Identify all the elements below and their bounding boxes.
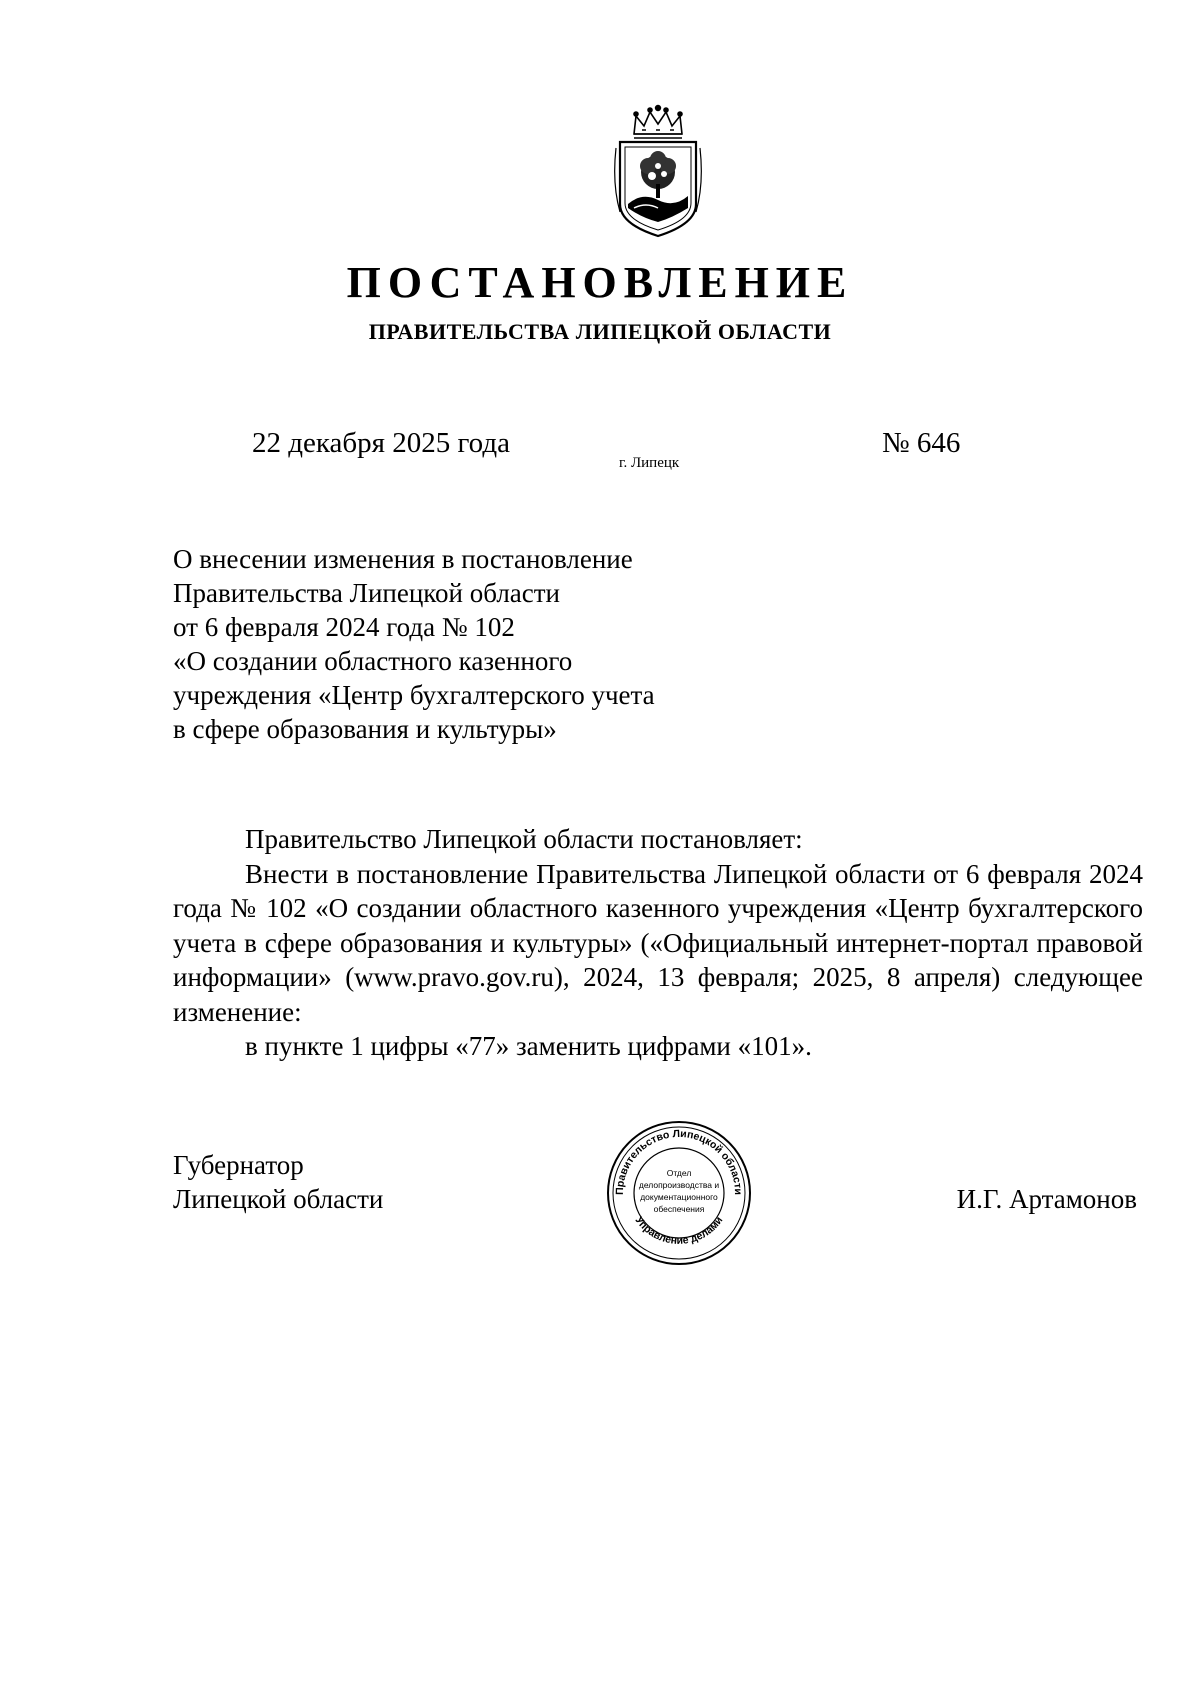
signatory-name: И.Г. Артамонов	[956, 1184, 1137, 1214]
seal-inner-line: Отдел	[666, 1168, 692, 1178]
subject-line: «О создании областного казенного	[173, 646, 573, 676]
document-date: 22 декабря 2025 года	[252, 427, 510, 459]
seal-outer-bottom-text: Управление делами	[632, 1214, 726, 1247]
document-number: № 646	[882, 427, 961, 459]
subject-line: учреждения «Центр бухгалтерского учета	[173, 680, 655, 710]
subject-line: от 6 февраля 2024 года № 102	[173, 612, 515, 642]
document-subject	[173, 542, 733, 746]
seal-inner-line: делопроизводства и	[638, 1180, 720, 1190]
position-line: Губернатор	[173, 1150, 304, 1180]
signatory-position	[173, 1148, 383, 1216]
seal-inner-line: обеспечения	[653, 1204, 705, 1214]
issuing-authority: ПРАВИТЕЛЬСТВА ЛИПЕЦКОЙ ОБЛАСТИ	[368, 319, 832, 344]
document-body	[173, 822, 1143, 1064]
seal-inner-line: документационного	[640, 1192, 718, 1202]
subject-line: в сфере образования и культуры»	[173, 714, 557, 744]
svg-text:Управление делами	[633, 1215, 726, 1247]
subject-line: Правительства Липецкой области	[173, 578, 561, 608]
subject-line: О внесении изменения в постановление	[173, 544, 633, 574]
position-line: Липецкой области	[173, 1184, 384, 1214]
document-city: г. Липецк	[619, 455, 680, 471]
seal-outer-top-text: Правительство Липецкой области	[613, 1127, 745, 1196]
coat-of-arms-icon	[612, 104, 704, 239]
body-paragraph: Внести в постановление Правительства Липецкой области от 6 февраля 2024 года № 102 «О создании областного казенного учреждения «Центр бухгалтерского учета в сфере образования и культуры» («Официальный интернет-портал правовой информации» (www.pravo.gov.ru), 2024, 13 февраля; 2025, 8 апреля) следующее изменение:	[173, 858, 1143, 1027]
body-paragraph: Правительство Липецкой области постановляет:	[245, 824, 803, 854]
document-title: ПОСТАНОВЛЕНИЕ	[346, 258, 854, 307]
official-seal-icon	[606, 1120, 752, 1266]
body-paragraph: в пункте 1 цифры «77» заменить цифрами «101».	[245, 1031, 812, 1061]
